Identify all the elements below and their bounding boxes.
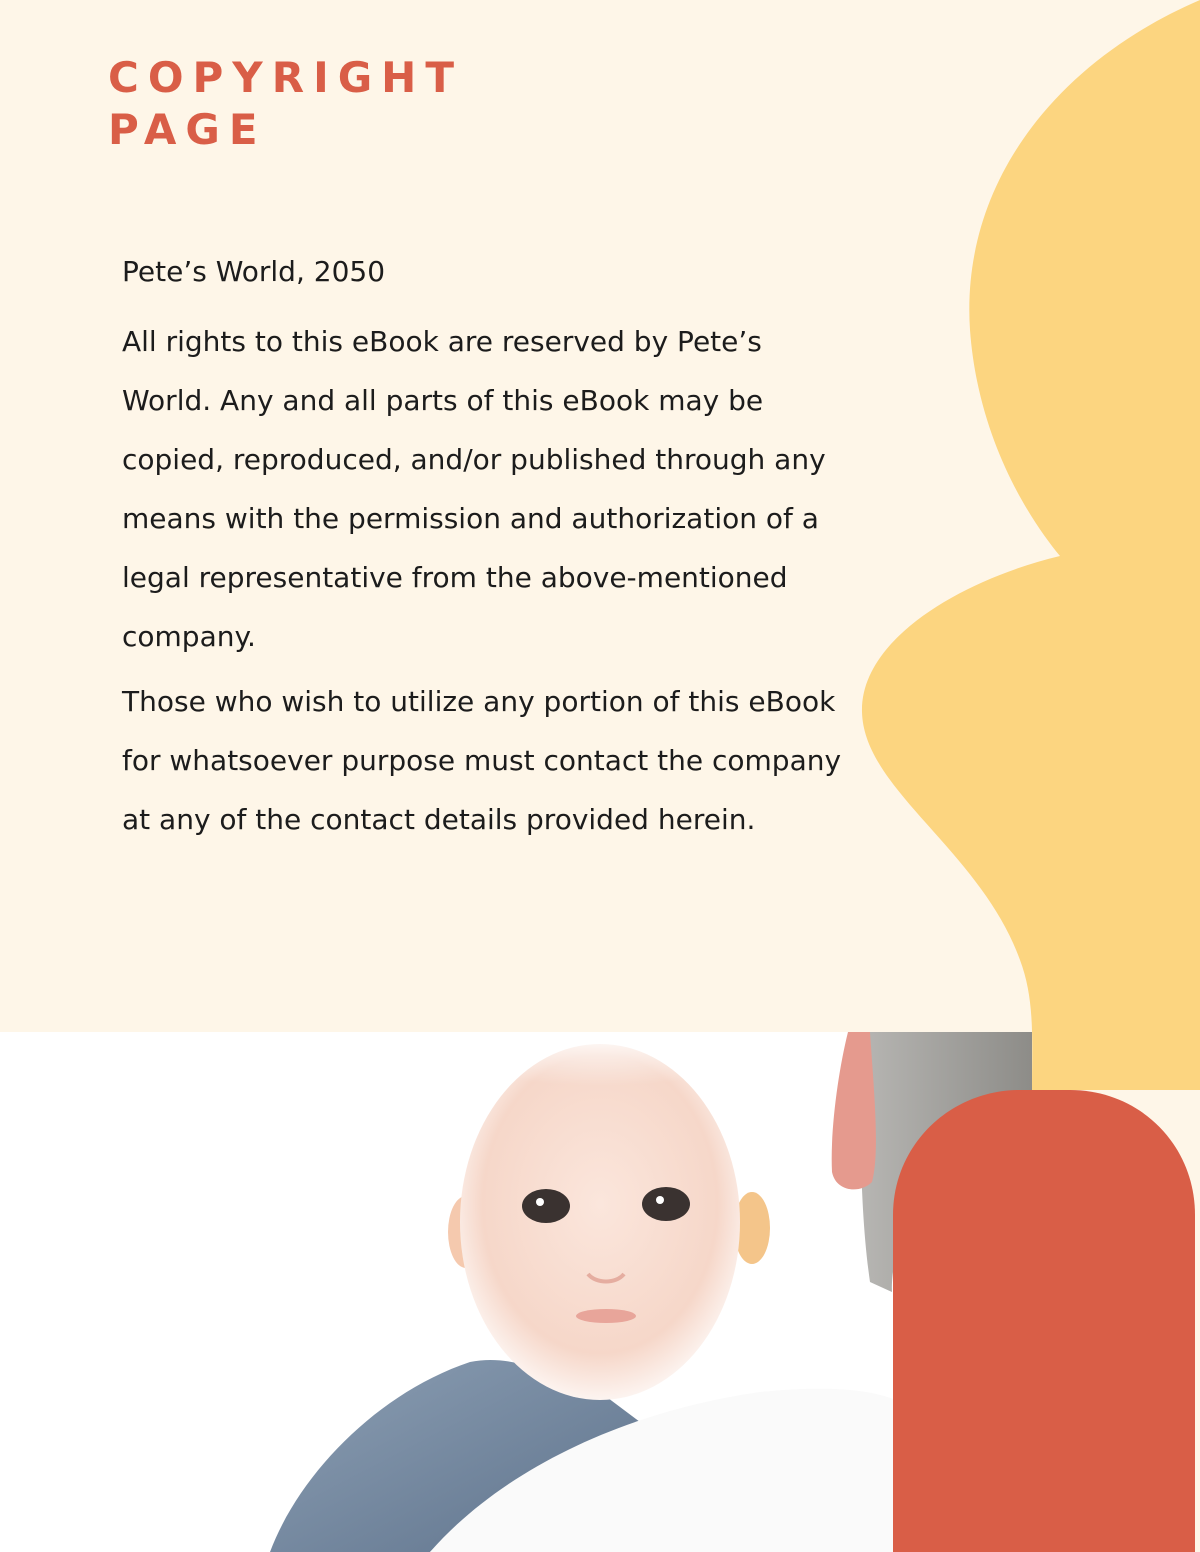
usage-paragraph: Those who wish to utilize any portion of this eBook for whatsoever purpose must contact the company at any of the contact details provided herein. bbox=[122, 685, 842, 836]
copyright-text bbox=[122, 250, 842, 855]
rights-paragraph: All rights to this eBook are reserved by Pete’s World. Any and all parts of this eBook may be copied, reproduced, and/or published through any means with the permission and authorization of a legal representative from the above-mentioned company. bbox=[122, 325, 826, 653]
red-arch-shape bbox=[893, 1090, 1195, 1552]
yellow-blob-shape bbox=[862, 0, 1200, 1090]
page-title-line1: COPYRIGHT bbox=[108, 53, 463, 102]
publisher-line: Pete’s World, 2050 bbox=[122, 255, 386, 288]
page-title bbox=[108, 52, 463, 156]
page-title-line2: PAGE bbox=[108, 105, 267, 154]
